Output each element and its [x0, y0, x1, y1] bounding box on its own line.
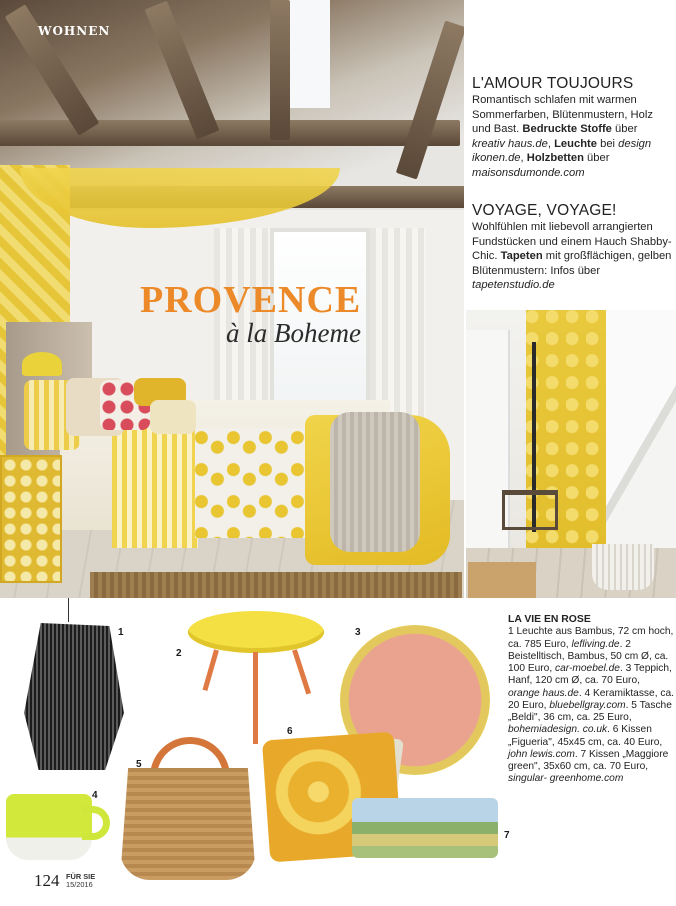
shop-link[interactable]: car-moebel.de — [555, 663, 620, 674]
page-subtitle: à la Boheme — [226, 318, 361, 348]
source-link[interactable]: tapetenstudio.de — [472, 279, 555, 292]
source-link[interactable]: kreativ haus.de — [472, 137, 548, 150]
credit-item: 1 Leuchte aus Bambus, 72 cm hoch, ca. 785 Euro, lefliving.de. — [508, 626, 674, 650]
credit-item: 7 Kissen „Maggiore green", 35x60 cm, ca. 70 Euro, singular- greenhome.com — [508, 748, 669, 785]
article-heading: VOYAGE, VOYAGE! — [472, 202, 617, 219]
product-bamboo-lamp — [22, 620, 126, 770]
product-number: 3 — [355, 627, 361, 638]
mug-handle — [82, 806, 110, 840]
credit-item: 6 Kissen „Figueria", 45x45 cm, ca. 40 Euro, john lewis.com. — [508, 724, 663, 760]
product-side-table — [188, 611, 324, 653]
bedside-lamp — [22, 352, 62, 376]
article-voyage-voyage — [472, 201, 672, 293]
table-leg — [253, 652, 258, 744]
product-number: 5 — [136, 759, 142, 770]
product-ceramic-mug — [6, 794, 92, 860]
table-leg — [203, 649, 219, 691]
source-link[interactable]: design ikonen.de — [472, 137, 652, 165]
credits-heading: LA VIE EN ROSE — [508, 614, 591, 625]
credit-item: 5 Tasche „Beldi", 36 cm, ca. 25 Euro, bohemiadesign. co.uk. — [508, 699, 672, 736]
source-link[interactable]: maisonsdumonde.com — [472, 166, 585, 179]
knit-throw — [330, 412, 420, 552]
shop-link[interactable]: john lewis.com — [508, 748, 575, 760]
skylight — [288, 0, 330, 108]
product-number: 2 — [176, 648, 182, 659]
product-cushion-maggiore — [352, 798, 498, 858]
hallway-photo — [466, 310, 676, 598]
lamp-cord — [68, 598, 69, 622]
beam — [0, 120, 460, 146]
section-label: WOHNEN — [38, 24, 111, 38]
pillow — [150, 400, 196, 434]
page-title: PROVENCE — [140, 279, 362, 321]
product-basket-bag — [120, 768, 256, 880]
article-heading: L'AMOUR TOUJOURS — [472, 75, 634, 92]
product-number: 6 — [287, 726, 293, 737]
product-number: 1 — [118, 627, 124, 638]
table-leg — [292, 649, 311, 694]
shop-link[interactable]: bluebellgray.com — [549, 699, 626, 711]
article-body: Wohlfühlen mit liebevoll arrangierten Fundstücken und einem Hauch Shabby-Chic. Tapeten mit großflächigen, gelben Blütenmustern: Infos über tapetenstudio.de — [472, 221, 672, 292]
page-number: 124 — [34, 871, 60, 890]
credit-item: 3 Teppich, Hanf, 120 cm Ø, ca. 70 Euro, orange haus.de. — [508, 663, 672, 699]
nightstand — [0, 455, 62, 583]
rug — [90, 572, 462, 598]
product-credits — [508, 614, 674, 786]
basket — [592, 544, 654, 590]
product-number: 7 — [504, 830, 510, 841]
beam — [270, 0, 290, 140]
article-body: Romantisch schlafen mit warmen Sommerfarben, Blütenmustern, Holz und Bast. Bedruckte Stoffe über kreativ haus.de, Leuchte bei design ikonen.de, Holzbetten über maisonsdumonde.com — [472, 94, 653, 179]
credit-item: 2 Beistelltisch, Bambus, 50 cm Ø, ca. 100 Euro, car-moebel.de. — [508, 638, 669, 674]
bench — [502, 490, 558, 530]
magazine-issue — [66, 873, 95, 889]
magazine-name: FÜR SIE — [66, 872, 96, 881]
shop-link[interactable]: singular- greenhome.com — [508, 773, 624, 785]
article-lamour-toujours — [472, 74, 672, 181]
striped-blanket — [112, 428, 198, 548]
shop-link[interactable]: orange haus.de — [508, 687, 579, 699]
product-number: 4 — [92, 790, 98, 801]
rug — [468, 562, 536, 598]
shop-link[interactable]: lefliving.de — [571, 638, 620, 650]
shop-link[interactable]: bohemiadesign. co.uk — [508, 724, 608, 736]
credit-item: 4 Keramiktasse, ca. 20 Euro, bluebellgray.com. — [508, 687, 674, 711]
issue-number: 15/2016 — [66, 880, 93, 890]
